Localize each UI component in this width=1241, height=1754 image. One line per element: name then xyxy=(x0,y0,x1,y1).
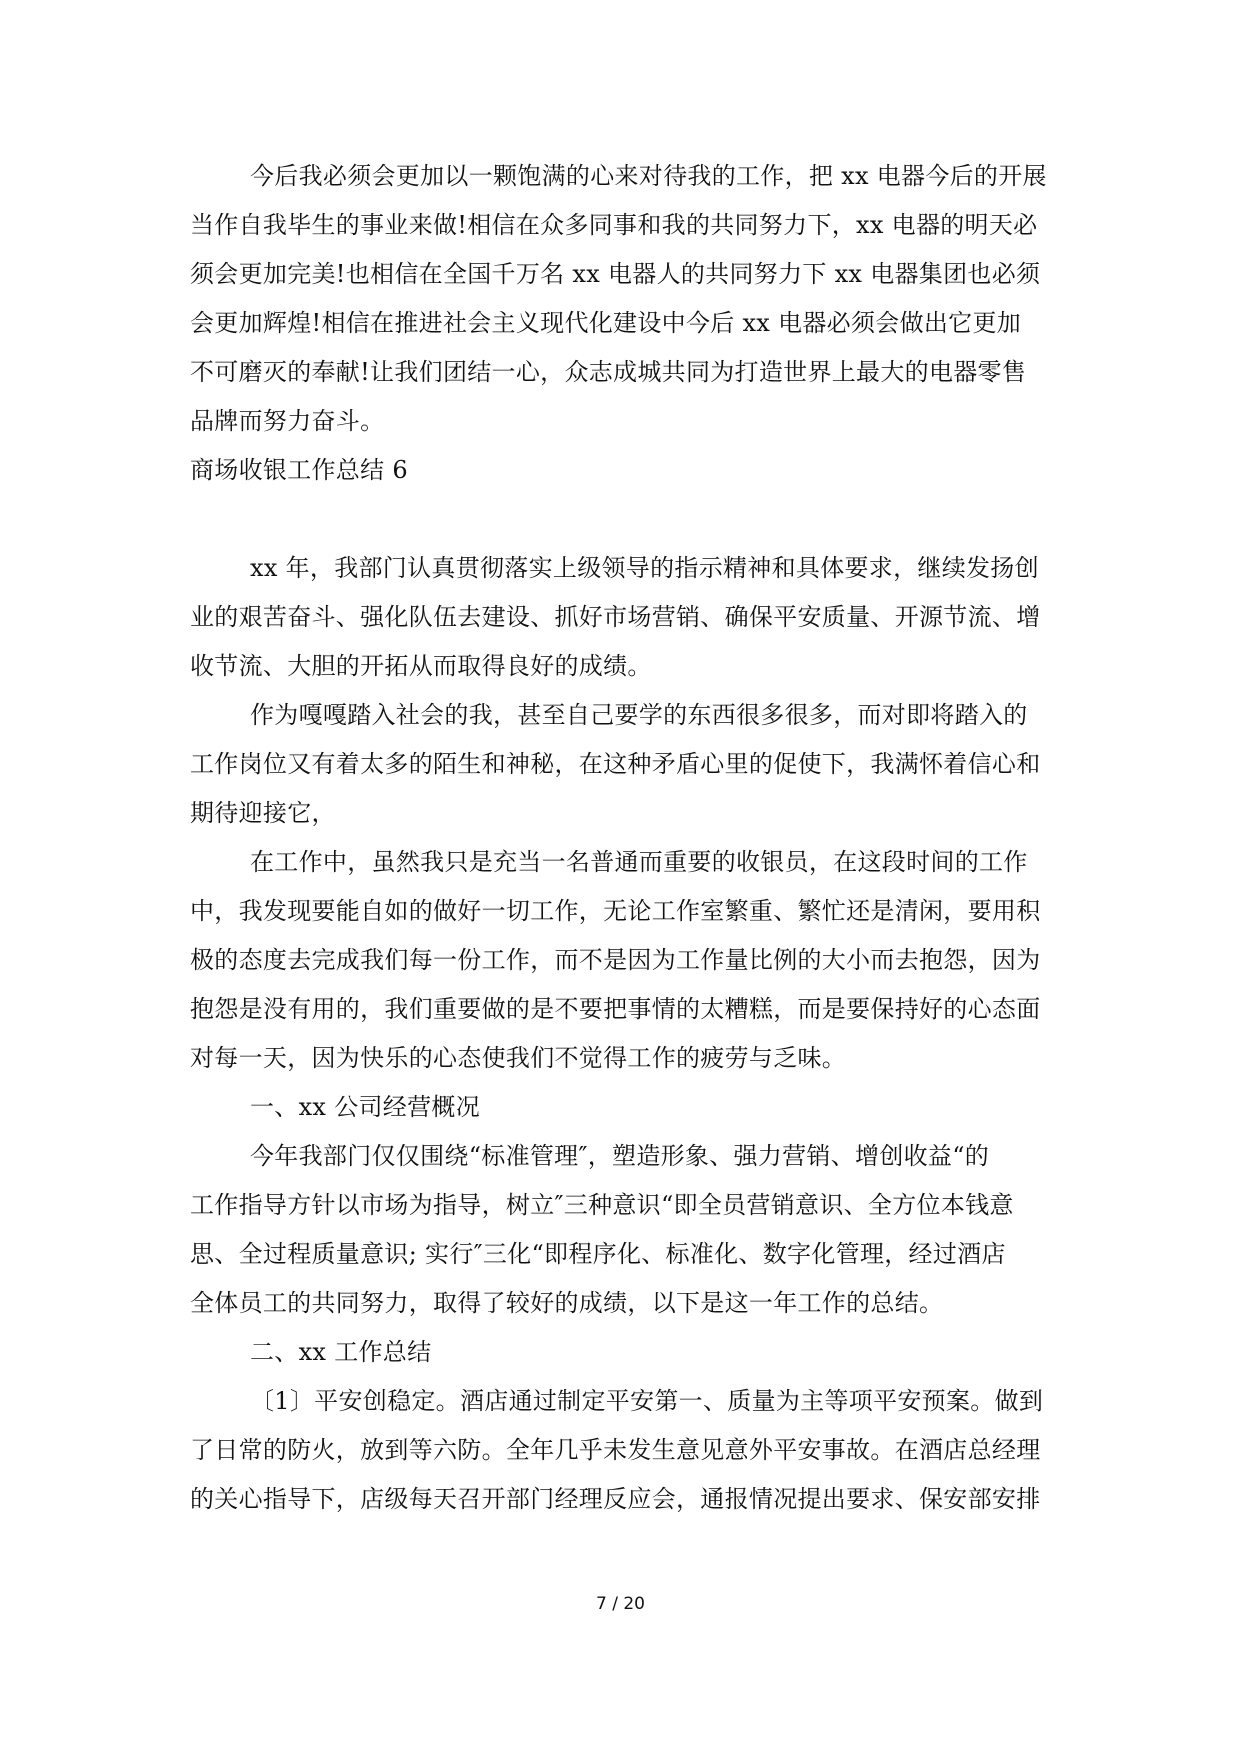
subheading: 一、xx 公司经营概况 xyxy=(250,1093,480,1121)
text-line: 了日常的防火，放到等六防。全年几乎未发生意见意外平安事故。在酒店总经理 xyxy=(190,1436,1041,1464)
text-line: 的关心指导下，店级每天召开部门经理反应会，通报情况提出要求、保安部安排 xyxy=(190,1485,1041,1513)
text-line: 全体员工的共同努力，取得了较好的成绩，以下是这一年工作的总结。 xyxy=(190,1289,944,1317)
text-line: 不可磨灭的奉献!让我们团结一心，众志成城共同为打造世界上最大的电器零售 xyxy=(190,358,1027,386)
text-line: 工作岗位又有着太多的陌生和神秘，在这种矛盾心里的促使下，我满怀着信心和 xyxy=(190,750,1041,778)
text-line: 中，我发现要能自如的做好一切工作，无论工作室繁重、繁忙还是清闲，要用积 xyxy=(190,897,1041,925)
text-line: 思、全过程质量意识; 实行″三化“即程序化、标准化、数字化管理，经过酒店 xyxy=(190,1240,1006,1268)
page-number: 7 / 20 xyxy=(596,1594,645,1614)
text-line: 收节流、大胆的开拓从而取得良好的成绩。 xyxy=(190,652,652,680)
text-line: 业的艰苦奋斗、强化队伍去建设、抓好市场营销、确保平安质量、开源节流、增 xyxy=(190,603,1041,631)
text-line: 当作自我毕生的事业来做!相信在众多同事和我的共同努力下，xx 电器的明天必 xyxy=(190,211,1038,239)
text-line: 抱怨是没有用的，我们重要做的是不要把事情的太糟糕，而是要保持好的心态面 xyxy=(190,995,1041,1023)
text-line: 在工作中，虽然我只是充当一名普通而重要的收银员，在这段时间的工作 xyxy=(250,848,1028,876)
text-line: 会更加辉煌!相信在推进社会主义现代化建设中今后 xx 电器必须会做出它更加 xyxy=(190,309,1022,337)
text-line: 须会更加完美!也相信在全国千万名 xx 电器人的共同努力下 xx 电器集团也必须 xyxy=(190,260,1041,288)
text-line: 对每一天，因为快乐的心态使我们不觉得工作的疲劳与乏味。 xyxy=(190,1044,847,1072)
text-line: 工作指导方针以市场为指导，树立″三种意识“即全员营销意识、全方位本钱意 xyxy=(190,1191,1014,1219)
text-line: 极的态度去完成我们每一份工作，而不是因为工作量比例的大小而去抱怨，因为 xyxy=(190,946,1041,974)
subheading: 二、xx 工作总结 xyxy=(250,1338,432,1366)
text-line: 〔1〕平安创稳定。酒店通过制定平安第一、质量为主等项平安预案。做到 xyxy=(250,1387,1044,1415)
text-line: 期待迎接它， xyxy=(190,799,336,827)
text-line: 今后我必须会更加以一颗饱满的心来对待我的工作，把 xx 电器今后的开展 xyxy=(250,162,1047,190)
text-line: 品牌而努力奋斗。 xyxy=(190,407,385,435)
text-line: 今年我部门仅仅围绕“标准管理″，塑造形象、强力营销、增创收益“的 xyxy=(250,1142,990,1170)
section-heading: 商场收银工作总结 6 xyxy=(190,456,408,484)
text-line: 作为嘎嘎踏入社会的我，甚至自己要学的东西很多很多，而对即将踏入的 xyxy=(250,701,1028,729)
text-line: xx 年，我部门认真贯彻落实上级领导的指示精神和具体要求，继续发扬创 xyxy=(250,554,1039,582)
